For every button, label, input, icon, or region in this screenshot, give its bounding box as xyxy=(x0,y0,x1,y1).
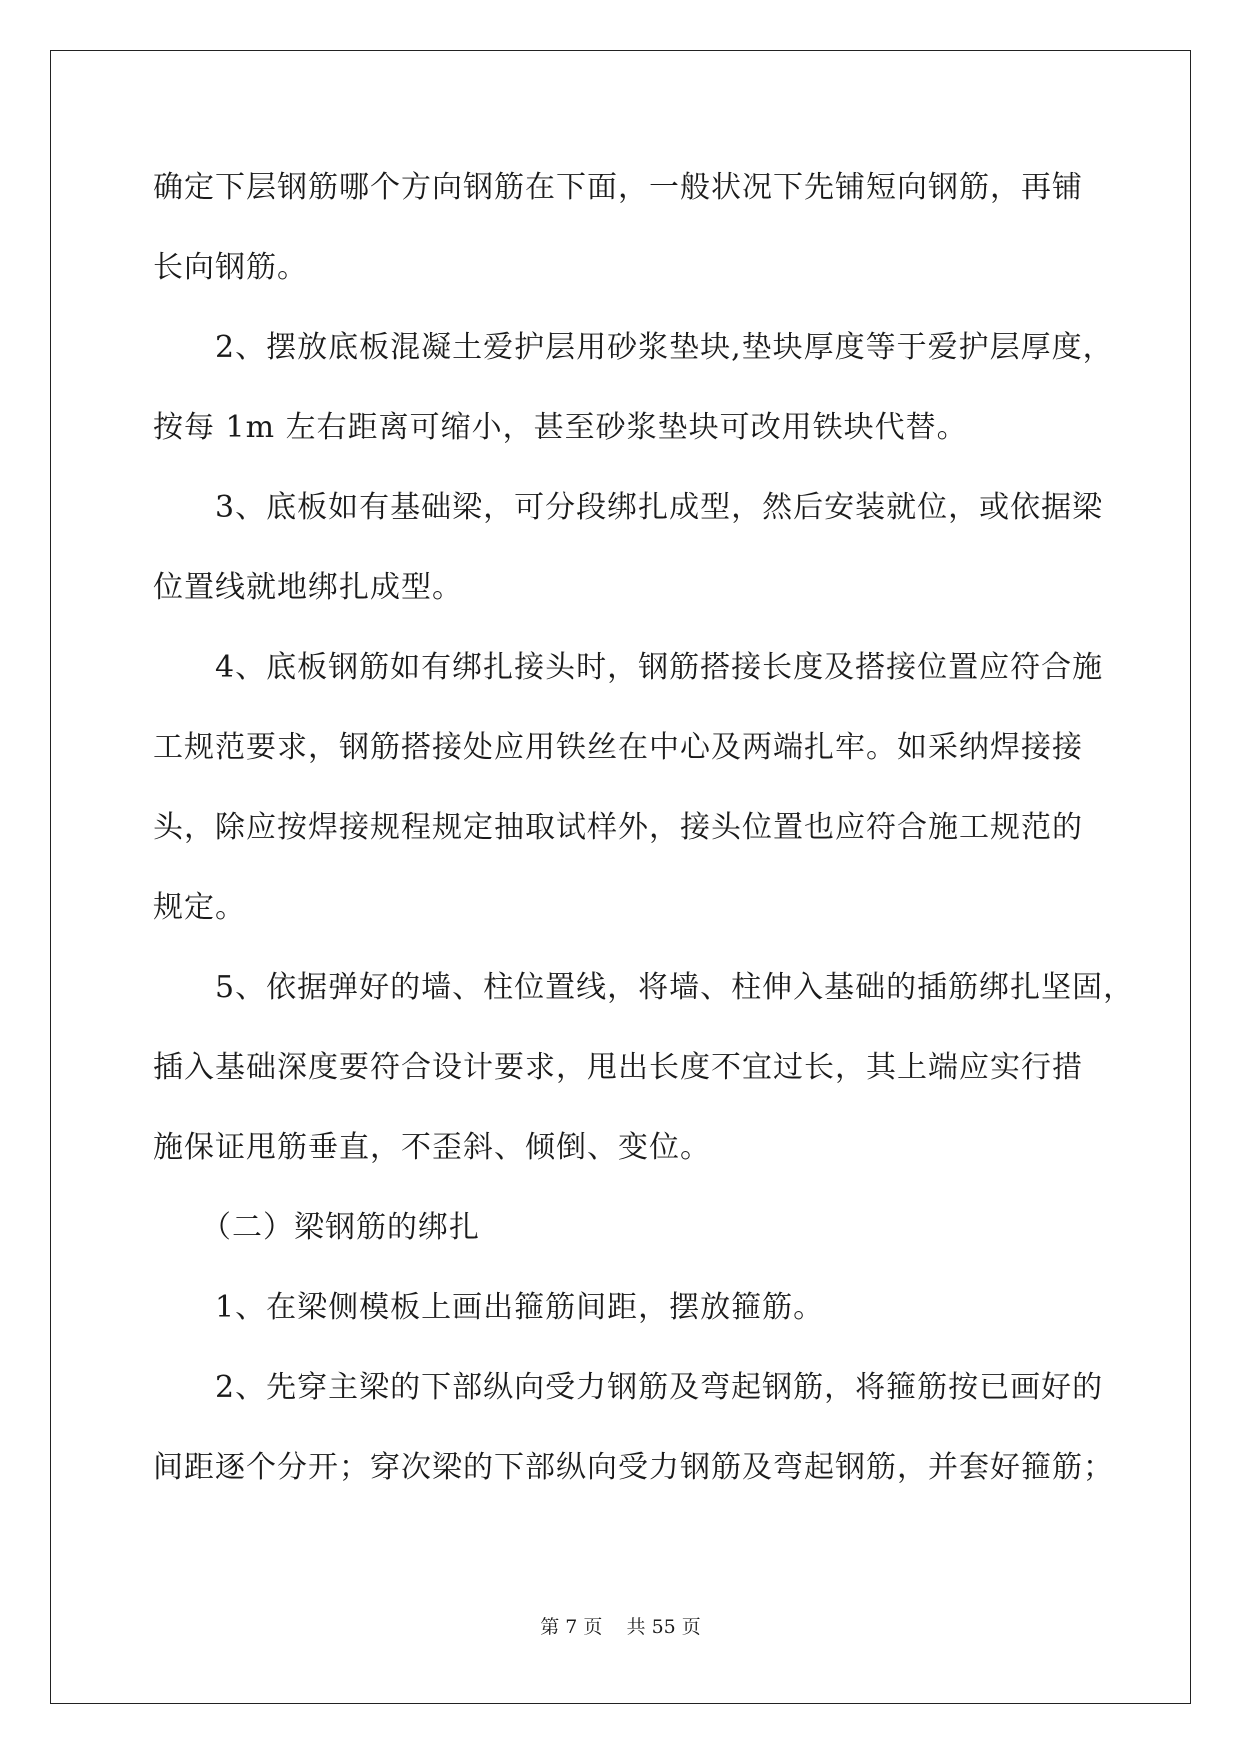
document-body xyxy=(153,158,1135,1518)
text-line: 2、摆放底板混凝土爱护层用砂浆垫块,垫块厚度等于爱护层厚度， xyxy=(215,330,1114,365)
text-line: 按每 1m 左右距离可缩小，甚至砂浆垫块可改用铁块代替。 xyxy=(153,410,968,445)
page-number: 第 7 页 共 55 页 xyxy=(540,1616,701,1638)
text-line: 3、底板如有基础梁，可分段绑扎成型，然后安装就位，或依据梁 xyxy=(215,490,1104,525)
text-line: 施保证甩筋垂直，不歪斜、倾倒、变位。 xyxy=(153,1130,711,1165)
text-line: 插入基础深度要符合设计要求，甩出长度不宜过长，其上端应实行措 xyxy=(153,1050,1083,1085)
text-line: 规定。 xyxy=(153,890,246,925)
text-line: 长向钢筋。 xyxy=(153,250,308,285)
text-line: 4、底板钢筋如有绑扎接头时，钢筋搭接长度及搭接位置应符合施 xyxy=(215,650,1104,685)
page-footer xyxy=(0,1612,1241,1639)
text-line: 位置线就地绑扎成型。 xyxy=(153,570,463,605)
text-line: 5、依据弹好的墙、柱位置线，将墙、柱伸入基础的插筋绑扎坚固， xyxy=(215,970,1135,1005)
text-line: 间距逐个分开；穿次梁的下部纵向受力钢筋及弯起钢筋，并套好箍筋； xyxy=(153,1450,1114,1485)
section-heading: （二）梁钢筋的绑扎 xyxy=(201,1210,480,1245)
text-line: 2、先穿主梁的下部纵向受力钢筋及弯起钢筋，将箍筋按已画好的 xyxy=(215,1370,1104,1405)
text-line: 头，除应按焊接规程规定抽取试样外，接头位置也应符合施工规范的 xyxy=(153,810,1083,845)
text-line: 1、在梁侧模板上画出箍筋间距，摆放箍筋。 xyxy=(215,1290,825,1325)
text-line: 确定下层钢筋哪个方向钢筋在下面，一般状况下先铺短向钢筋，再铺 xyxy=(153,170,1083,205)
text-line: 工规范要求，钢筋搭接处应用铁丝在中心及两端扎牢。如采纳焊接接 xyxy=(153,730,1083,765)
